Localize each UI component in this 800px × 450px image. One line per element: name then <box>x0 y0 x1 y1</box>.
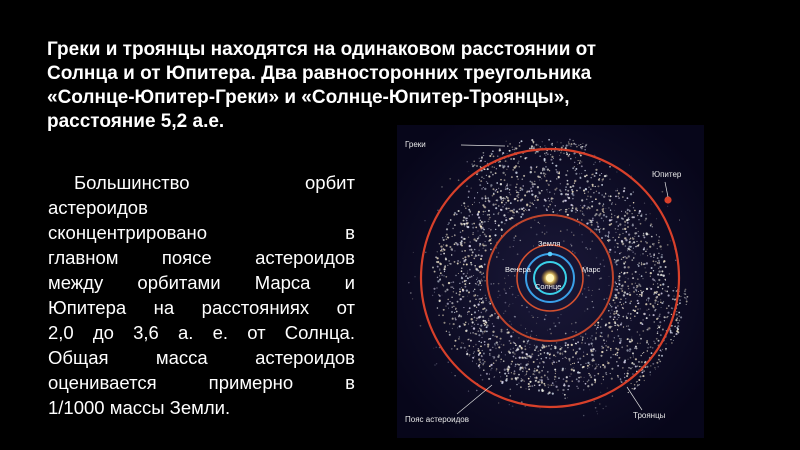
venus-label: Венера <box>505 265 531 274</box>
heading-line: Солнца и от Юпитера. Два равносторонних треугольника <box>47 63 592 84</box>
slide-heading <box>47 38 747 134</box>
body-paragraph <box>48 170 355 420</box>
trojans-label: Троянцы <box>633 411 666 420</box>
diagram-svg <box>397 125 704 438</box>
earth-label: Земля <box>538 239 561 248</box>
jupiter-label: Юпитер <box>652 170 682 179</box>
mars-label: Марс <box>582 265 601 274</box>
body-line: 2,0 до 3,6 а. е. от Солнца. <box>48 322 355 343</box>
body-line: астероидов <box>48 197 148 218</box>
body-line: сконцентрировано в <box>48 222 355 243</box>
body-line: оценивается примерно в <box>48 372 355 393</box>
jupiter-icon <box>664 196 671 203</box>
body-line: 1/1000 массы Земли. <box>48 397 231 418</box>
sun-label: Солнце <box>535 282 562 291</box>
body-line: главном поясе астероидов <box>48 247 355 268</box>
body-line: Общая масса астероидов <box>48 347 355 368</box>
asteroid-belt-diagram <box>397 125 704 438</box>
body-line: Юпитера на расстояниях от <box>48 297 355 318</box>
heading-line: Греки и троянцы находятся на одинаковом расстоянии от <box>47 39 597 60</box>
body-line: Большинство орбит <box>74 172 355 193</box>
asteroid-belt-label: Пояс астероидов <box>405 415 469 424</box>
body-line: между орбитами Марса и <box>48 272 355 293</box>
heading-line: расстояние 5,2 а.е. <box>47 111 225 132</box>
earth-icon <box>548 252 553 257</box>
sun-core <box>546 274 554 282</box>
heading-line: «Солнце-Юпитер-Греки» и «Солнце-Юпитер-Троянцы», <box>47 87 570 108</box>
greeks-label: Греки <box>405 140 426 149</box>
